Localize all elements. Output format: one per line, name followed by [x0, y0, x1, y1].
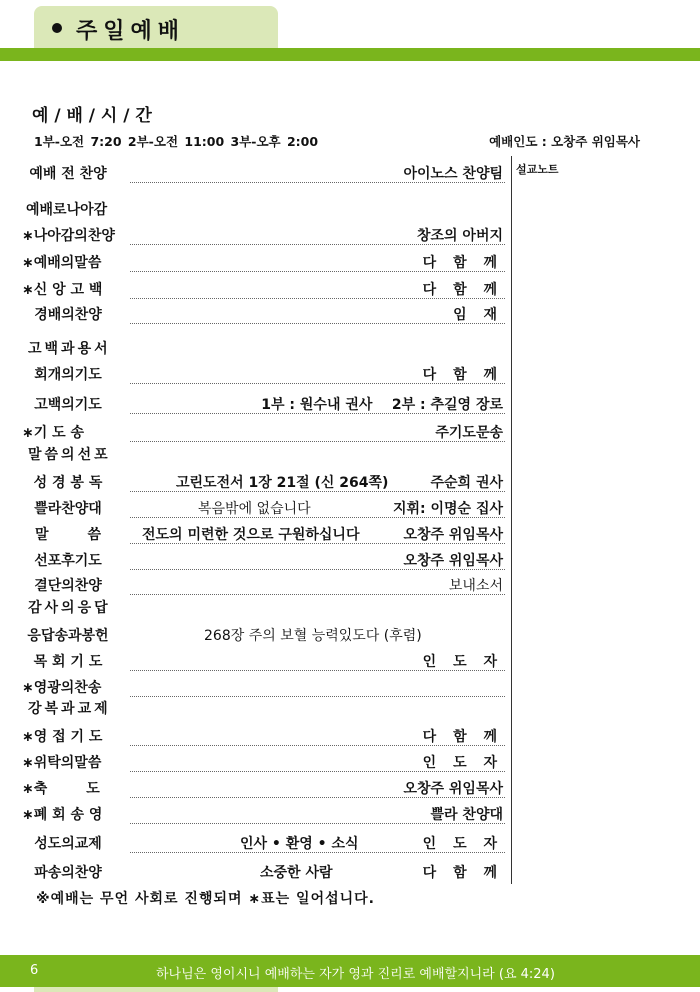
row-value: 다 함 께 [422, 865, 503, 881]
row-value: 1부 : 원수내 권사 2부 : 추길영 장로 [261, 397, 503, 413]
row-label: 고백의기도 [34, 397, 102, 413]
row-value: 다 함 께 [422, 367, 503, 383]
row-value: 오창주 위임목사 [403, 781, 503, 797]
order-row [18, 248, 505, 272]
row-label: 회개의기도 [34, 367, 102, 383]
order-row [18, 774, 505, 798]
top-bar [0, 48, 700, 61]
order-row [18, 673, 505, 697]
section-heading: 고백과용서 [28, 341, 111, 357]
row-detail: 소중한 사람 [260, 865, 333, 881]
dotted-line [130, 696, 505, 697]
section-title: 예 / 배 / 시 / 간 [32, 106, 152, 126]
row-detail: 전도의 미련한 것으로 구원하십니다 [142, 527, 360, 543]
notes-divider [511, 156, 512, 884]
order-row [18, 621, 505, 645]
row-label: ∗예배의말씀 [22, 255, 102, 271]
row-detail: 고린도전서 1장 21절 (신 264쪽) [176, 475, 389, 491]
row-value: 임 재 [453, 307, 503, 323]
notes-label: 설교노트 [516, 163, 559, 176]
row-label: ∗영 접 기 도 [22, 729, 103, 745]
order-row [18, 748, 505, 772]
row-label: 응답송과봉헌 [27, 628, 109, 644]
row-value: 인 도 자 [422, 755, 503, 771]
row-value: 주순희 권사 [430, 475, 503, 491]
order-row [18, 275, 505, 299]
order-row [18, 858, 505, 882]
row-detail: 268장 주의 보혈 능력있도다 (후렴) [204, 628, 422, 644]
row-label: ∗축 도 [22, 781, 100, 797]
row-label: 목 회 기 도 [33, 654, 103, 670]
row-value: 오창주 위임목사 [403, 527, 503, 543]
row-label: 예배 전 찬양 [29, 166, 107, 182]
row-label: 파송의찬양 [34, 865, 102, 881]
row-label: ∗기 도 송 [22, 425, 85, 441]
row-detail: 인사 • 환영 • 소식 [240, 836, 359, 852]
order-row [18, 571, 505, 595]
row-label: 선포후기도 [34, 553, 102, 569]
section-heading: 예배로나아감 [26, 202, 108, 218]
row-label: ∗나아감의찬양 [22, 228, 115, 244]
order-row [18, 722, 505, 746]
section-heading: 강복과교제 [28, 701, 111, 717]
order-row [18, 494, 505, 518]
footer-verse: 하나님은 영이시니 예배하는 자가 영과 진리로 예배할지니라 (요 4:24) [156, 967, 555, 982]
page-title: 주일예배 [76, 19, 186, 44]
row-value: 인 도 자 [422, 654, 503, 670]
row-detail: 복음밖에 없습니다 [198, 501, 311, 517]
footnote: ※예배는 무언 사회로 진행되며 ∗표는 일어섭니다. [36, 891, 375, 907]
row-label: 말 씀 [34, 527, 102, 543]
row-value: 보내소서 [448, 578, 503, 594]
order-row [18, 520, 505, 544]
row-value: 다 함 께 [422, 282, 503, 298]
row-label: 성 경 봉 독 [33, 475, 103, 491]
order-row [18, 468, 505, 492]
row-label: ∗위탁의말씀 [22, 755, 102, 771]
order-row [18, 647, 505, 671]
row-value: 쁠라 찬양대 [430, 807, 503, 823]
order-row [18, 829, 505, 853]
order-row [18, 800, 505, 824]
row-label: 결단의찬양 [34, 578, 102, 594]
order-row [18, 546, 505, 570]
page-number: 6 [30, 963, 39, 978]
row-label: 쁠라찬양대 [34, 501, 102, 517]
row-value: 다 함 께 [422, 255, 503, 271]
row-label: 성도의교제 [34, 836, 102, 852]
section-heading: 말씀의선포 [28, 447, 111, 463]
row-value: 주기도문송 [435, 425, 503, 441]
row-value: 아이노스 찬양팀 [403, 166, 503, 182]
order-row [18, 159, 505, 183]
row-value: 다 함 께 [422, 729, 503, 745]
row-value: 지휘: 이명순 집사 [392, 501, 503, 517]
row-label: ∗신 앙 고 백 [22, 282, 103, 298]
header-tab [34, 6, 278, 50]
row-label: 경배의찬양 [34, 307, 102, 323]
footer-bar [0, 955, 700, 987]
order-row [18, 418, 505, 442]
service-leader: 예배인도 : 오창주 위임목사 [489, 134, 640, 149]
row-value: 오창주 위임목사 [403, 553, 503, 569]
bullet-icon [52, 23, 62, 33]
order-row [18, 221, 505, 245]
order-row [18, 300, 505, 324]
section-heading: 감사의응답 [28, 600, 111, 616]
dotted-line [130, 323, 505, 324]
order-row [18, 360, 505, 384]
row-label: ∗폐 회 송 영 [22, 807, 103, 823]
order-row [18, 390, 505, 414]
row-value: 창조의 아버지 [416, 228, 503, 244]
row-label: ∗영광의찬송 [22, 680, 102, 696]
row-value: 인 도 자 [422, 836, 503, 852]
service-times: 1부-오전 7:20 2부-오전 11:00 3부-오후 2:00 [34, 134, 319, 149]
footer-tab [34, 987, 278, 992]
